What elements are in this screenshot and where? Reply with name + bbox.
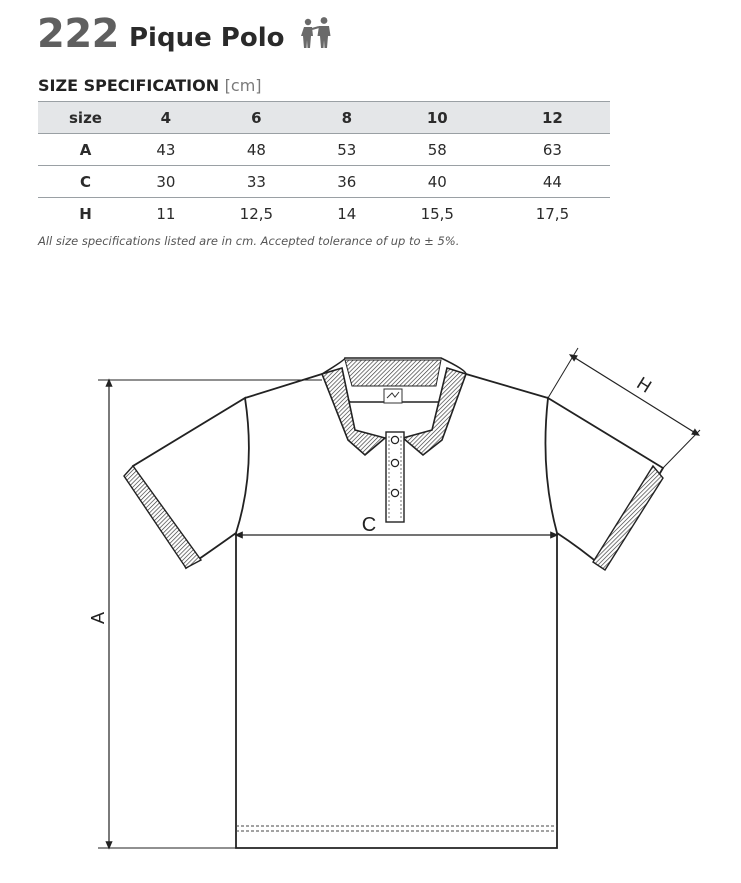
- table-cell: 33: [246, 172, 266, 191]
- kids-icon: [299, 16, 333, 50]
- label-a: A: [88, 611, 108, 625]
- header-cell: 8: [341, 108, 353, 127]
- row-label: C: [79, 172, 91, 191]
- table-cell: 11: [156, 204, 176, 223]
- header-cell: 4: [160, 108, 172, 127]
- table-cell: 17,5: [535, 204, 570, 223]
- measure-h-ext: [663, 430, 700, 468]
- table-row: [38, 134, 610, 166]
- table-cell: 15,5: [420, 204, 454, 223]
- table-cell: 44: [542, 172, 562, 191]
- table-cell: 12,5: [239, 204, 274, 223]
- spec-unit: [cm]: [224, 76, 262, 95]
- table-cell: 36: [337, 172, 357, 191]
- spec-heading: [38, 76, 262, 95]
- label-c: C: [361, 514, 377, 536]
- measure-h-ext: [548, 348, 578, 398]
- header-cell: 12: [541, 108, 563, 127]
- table-row: [38, 166, 610, 198]
- polo-measurement-diagram: [0, 330, 741, 883]
- right-shoulder: [466, 374, 548, 398]
- table-cell: 48: [246, 140, 266, 159]
- button-icon: [391, 459, 398, 466]
- product-code: 222: [37, 11, 119, 57]
- tolerance-footnote: All size specifications listed are in cm. Accepted tolerance of up to ± 5%.: [38, 234, 460, 248]
- table-cell: 40: [427, 172, 447, 191]
- row-label: A: [79, 140, 92, 159]
- header-cell: 10: [426, 108, 448, 127]
- collar-inner-ribbing: [345, 360, 441, 386]
- product-name: Pique Polo: [129, 23, 285, 53]
- brand-label-icon: [384, 389, 402, 403]
- table-cell: 30: [156, 172, 176, 191]
- table-cell: 53: [337, 140, 357, 159]
- label-h: H: [633, 372, 655, 397]
- button-icon: [391, 436, 398, 443]
- row-label: H: [79, 204, 92, 223]
- button-icon: [391, 489, 398, 496]
- table-cell: 58: [427, 140, 447, 159]
- table-cell: 43: [156, 140, 176, 159]
- table-cell: 14: [337, 204, 357, 223]
- size-table: [38, 101, 610, 229]
- left-shoulder: [245, 374, 322, 398]
- spec-heading-text: SIZE SPECIFICATION: [38, 76, 220, 95]
- shirt-body: [236, 533, 557, 848]
- table-cell: 63: [542, 140, 562, 159]
- header-cell-size: size: [69, 108, 102, 127]
- table-row: [38, 198, 610, 230]
- measure-h-arrow: [572, 356, 697, 434]
- header-cell: 6: [251, 108, 262, 127]
- size-header-row: [38, 102, 610, 134]
- left-sleeve: [133, 398, 249, 568]
